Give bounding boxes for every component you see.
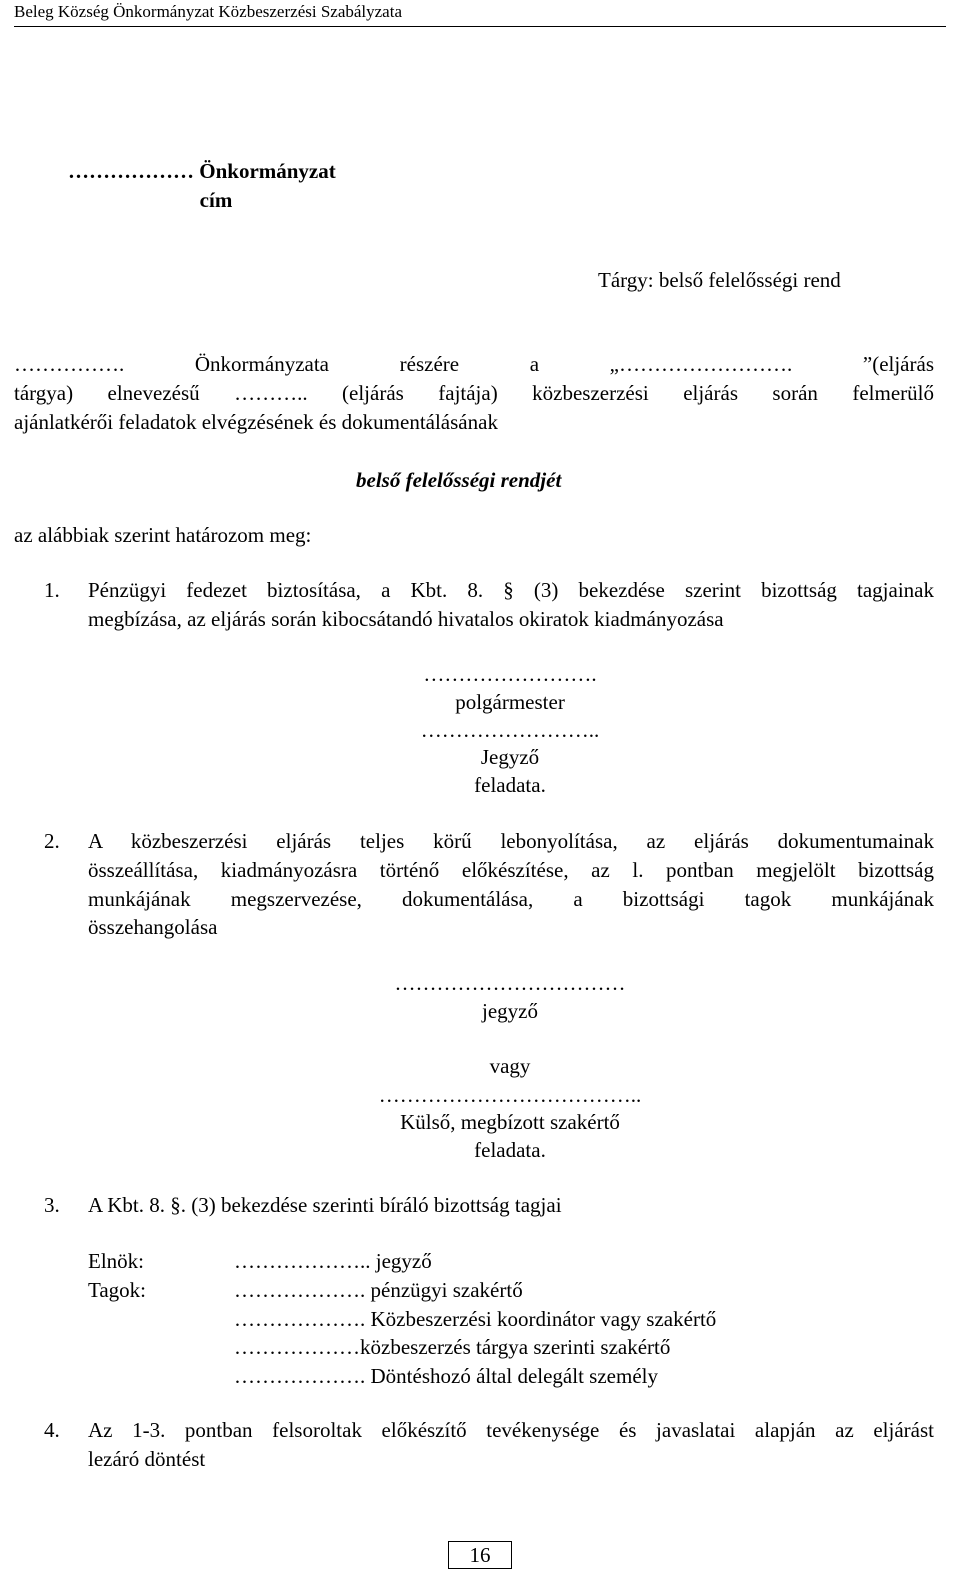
section-2-line-4: összehangolása xyxy=(88,915,218,939)
section-2-line-3: munkájának megszervezése, dokumentálása, a bizottsági tagok munkájának xyxy=(88,887,934,911)
header-title: Beleg Község Önkormányzat Közbeszerzési Szabályzata xyxy=(14,2,402,21)
section-1-dots-1: ……………………. xyxy=(423,662,597,686)
committee-row: ………………. pénzügyi szakértő xyxy=(234,1278,523,1302)
section-1-task: feladata. xyxy=(474,773,546,797)
committee-row: ……………….. jegyző xyxy=(234,1249,432,1273)
section-1-line-2: megbízása, az eljárás során kibocsátandó hivatalos okiratok kiadmányozása xyxy=(88,607,724,631)
section-2-task: feladata. xyxy=(474,1138,546,1162)
section-4-line-1: Az 1-3. pontban felsoroltak előkészítő tevékenysége és javaslatai alapján az eljárást xyxy=(88,1418,934,1442)
page-number xyxy=(448,1541,512,1569)
section-2-or: vagy xyxy=(489,1054,531,1078)
section-3-number: 3. xyxy=(44,1193,60,1217)
members-label: Tagok: xyxy=(88,1278,147,1302)
section-1-number: 1. xyxy=(44,578,60,602)
committee-row: ………………. Közbeszerzési koordinátor vagy szakértő xyxy=(234,1307,717,1331)
subject-line: Tárgy: belső felelősségi rend xyxy=(598,268,841,292)
chair-label: Elnök: xyxy=(88,1249,144,1273)
addressee-org: ……………… Önkormányzat xyxy=(68,159,336,183)
section-2-role-1: jegyző xyxy=(482,999,538,1023)
section-2-line-2: összeállítása, kiadmányozásra történő előkészítése, az l. pontban megjelölt bizottság xyxy=(88,858,934,882)
section-4-number: 4. xyxy=(44,1418,60,1442)
section-1-role-2: Jegyző xyxy=(480,745,540,769)
section-1-role-1: polgármester xyxy=(455,690,565,714)
section-2-dots-1: …………………………… xyxy=(394,971,626,995)
section-2-role-2: Külső, megbízott szakértő xyxy=(400,1110,620,1134)
section-4-line-2: lezáró döntést xyxy=(88,1447,206,1471)
section-2-number: 2. xyxy=(44,829,60,853)
section-3-text: A Kbt. 8. §. (3) bekezdése szerinti bíráló bizottság tagjai xyxy=(88,1193,562,1217)
page-number-text: 16 xyxy=(469,1543,491,1567)
section-1-line-1: Pénzügyi fedezet biztosítása, a Kbt. 8. § (3) bekezdése szerint bizottság tagjainak xyxy=(88,578,934,602)
intro-emphasis: belső felelősségi rendjét xyxy=(356,468,562,492)
committee-row: ………………közbeszerzés tárgya szerinti szakértő xyxy=(234,1335,671,1359)
section-2-dots-2: ……………………………….. xyxy=(378,1083,642,1107)
section-2-line-1: A közbeszerzési eljárás teljes körű lebonyolítása, az eljárás dokumentumainak xyxy=(88,829,934,853)
intro-line-3: ajánlatkérői feladatok elvégzésének és dokumentálásának xyxy=(14,410,498,434)
section-1-dots-2: …………………….. xyxy=(420,718,600,742)
addressee-address: cím xyxy=(199,188,233,212)
committee-row: ………………. Döntéshozó által delegált személy xyxy=(234,1364,658,1388)
page-header xyxy=(14,0,946,27)
intro-line-2: tárgya) elnevezésű ……….. (eljárás fajtája) közbeszerzési eljárás során felmerülő xyxy=(14,381,934,405)
intro-closing: az alábbiak szerint határozom meg: xyxy=(14,523,312,547)
intro-line-1: ……………. Önkormányzata részére a „……………………. ”(eljárás xyxy=(14,352,934,376)
